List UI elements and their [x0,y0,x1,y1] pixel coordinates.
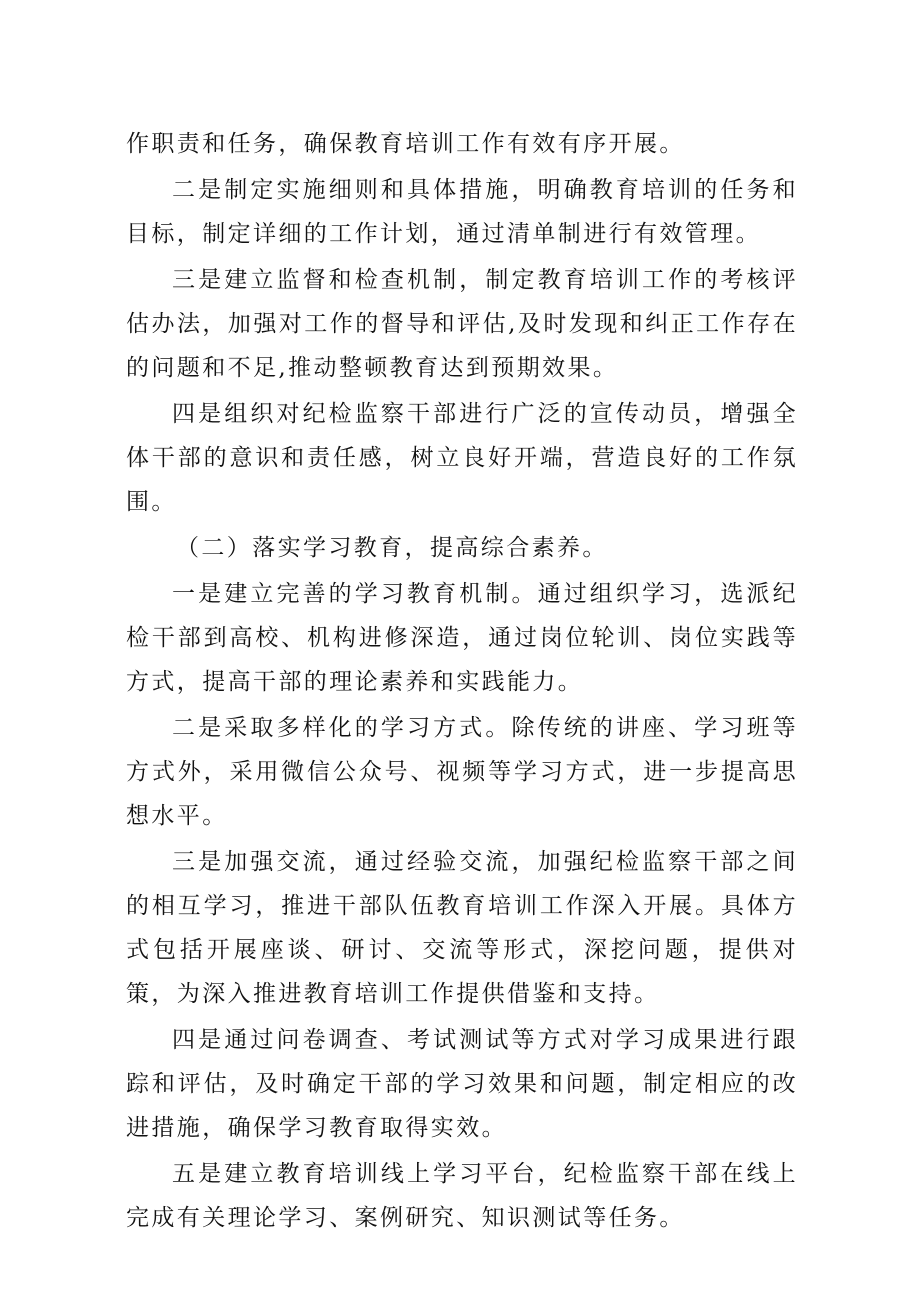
paragraph-mobilization: 四是组织对纪检监察干部进行广泛的宣传动员，增强全体干部的意识和责任感，树立良好开端，营造良好的工作氛围。 [126,401,798,515]
paragraph-learning-mechanism: 一是建立完善的学习教育机制。通过组织学习，选派纪检干部到高校、机构进修深造，通过岗位轮训、岗位实践等方式，提高干部的理论素养和实践能力。 [126,581,798,695]
paragraph-assessment: 四是通过问卷调查、考试测试等方式对学习成果进行跟踪和评估，及时确定干部的学习效果和问题，制定相应的改进措施，确保学习教育取得实效。 [126,1027,798,1141]
paragraph-implementation-rules: 二是制定实施细则和具体措施，明确教育培训的任务和目标，制定详细的工作计划，通过清单制进行有效管理。 [126,177,798,247]
paragraph-online-platform: 五是建立教育培训线上学习平台，纪检监察干部在线上完成有关理论学习、案例研究、知识测试等任务。 [126,1161,798,1231]
section-heading: （二）落实学习教育，提高综合素养。 [176,535,608,561]
paragraph-supervision-mechanism: 三是建立监督和检查机制，制定教育培训工作的考核评估办法，加强对工作的督导和评估,及时发现和纠正工作存在的问题和不足,推动整顿教育达到预期效果。 [126,267,798,381]
paragraph-learning-methods: 二是采取多样化的学习方式。除传统的讲座、学习班等方式外，采用微信公众号、视频等学习方式，进一步提高思想水平。 [126,715,798,829]
paragraph-continuation: 作职责和任务，确保教育培训工作有效有序开展。 [126,131,685,157]
paragraph-exchange: 三是加强交流，通过经验交流，加强纪检监察干部之间的相互学习，推进干部队伍教育培训工作深入开展。具体方式包括开展座谈、研讨、交流等形式，深挖问题，提供对策，为深入推进教育培训工作提供借鉴和支持。 [126,849,798,1007]
document-body [126,122,798,1240]
